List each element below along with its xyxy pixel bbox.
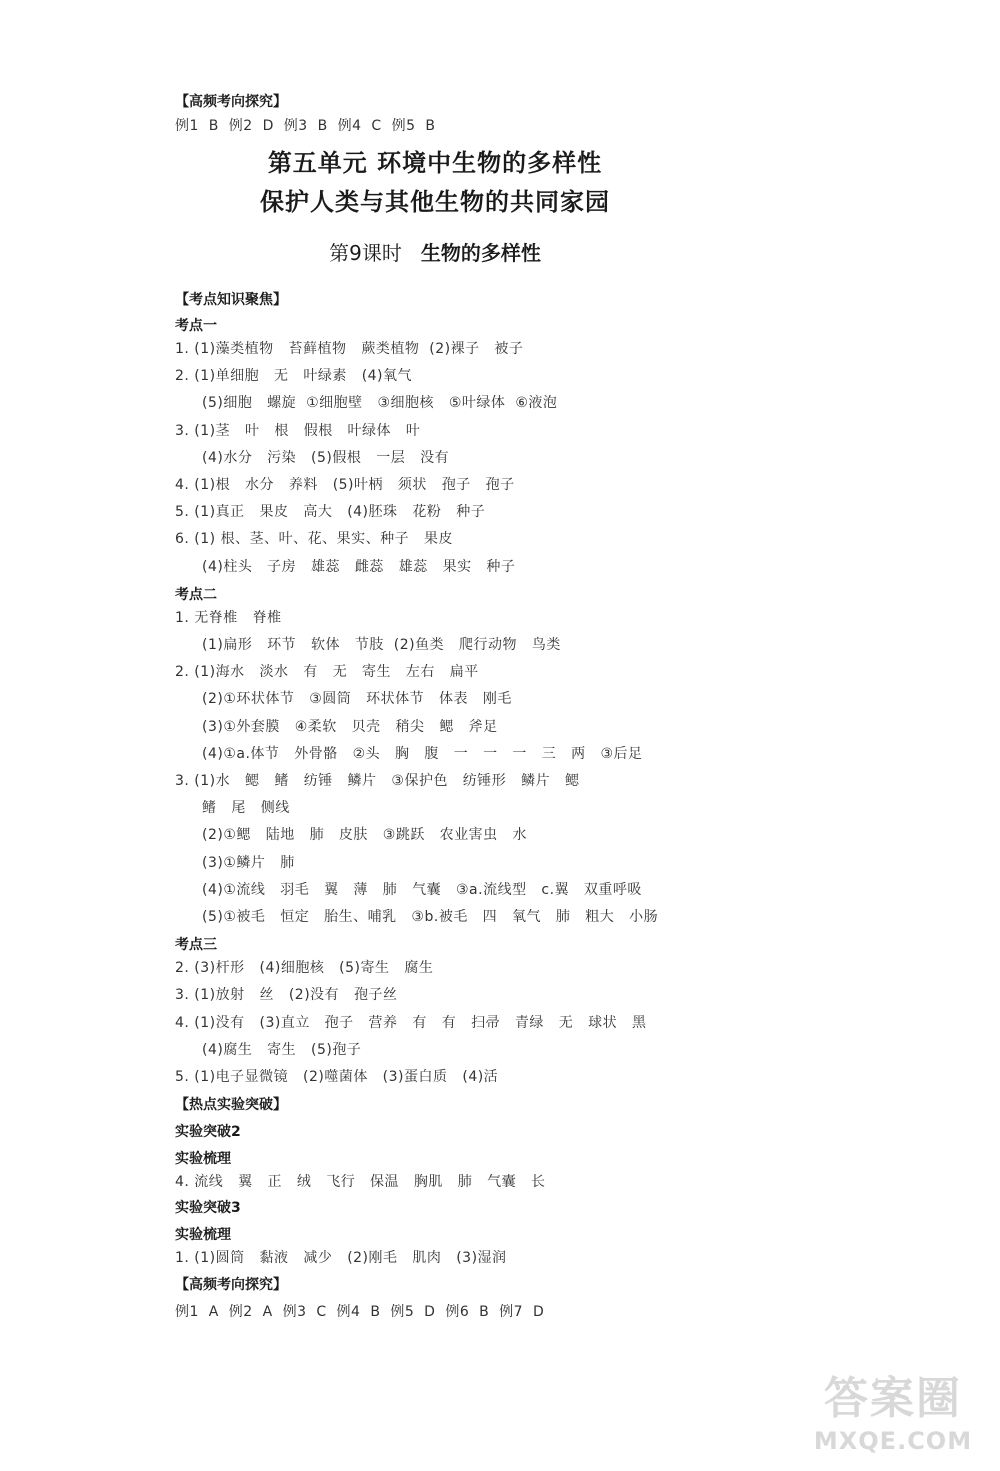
answer-line: 2. (1)单细胞 无 叶绿素 (4)氧气 <box>175 368 413 385</box>
lesson-number: 第9课时 <box>329 241 402 265</box>
watermark-logo: 答案圈 <box>824 1373 962 1424</box>
answer-line: 2. (3)杆形 (4)细胞核 (5)寄生 腐生 <box>175 960 434 977</box>
bottom-answers-line: 例1 A 例2 A 例3 C 例4 B 例5 D 例6 B 例7 D <box>175 1303 545 1320</box>
exp3-heading: 实验突破3 <box>175 1200 241 1217</box>
point2-heading: 考点二 <box>175 586 217 603</box>
answer-content <box>175 92 735 1329</box>
answer-line: (4)柱头 子房 雄蕊 雌蕊 雄蕊 果实 种子 <box>202 558 516 575</box>
unit-title-line2: 保护人类与其他生物的共同家园 <box>260 188 610 216</box>
answer-line: (4)①流线 羽毛 翼 薄 肺 气囊 ③a.流线型 c.翼 双重呼吸 <box>202 881 642 898</box>
answer-line: (3)①鳞片 肺 <box>202 854 295 871</box>
top-answers-line: 例1 B 例2 D 例3 B 例4 C 例5 B <box>175 118 436 134</box>
answer-line: (2)①鳃 陆地 肺 皮肤 ③跳跃 农业害虫 水 <box>202 827 528 844</box>
answer-line: (4)腐生 寄生 (5)孢子 <box>202 1041 362 1058</box>
answer-line: (4)水分 污染 (5)假根 一层 没有 <box>202 449 450 466</box>
site-watermark <box>808 1371 978 1461</box>
exp3-subheading: 实验梳理 <box>175 1227 231 1244</box>
answer-line: 5. (1)电子显微镜 (2)噬菌体 (3)蛋白质 (4)活 <box>175 1069 499 1086</box>
answer-line: (1)扁形 环节 软体 节肢 (2)鱼类 爬行动物 鸟类 <box>202 637 561 654</box>
answer-line: 2. (1)海水 淡水 有 无 寄生 左右 扁平 <box>175 664 479 681</box>
answer-line: 6. (1) 根、茎、叶、花、果实、种子 果皮 <box>175 531 453 548</box>
point3-heading: 考点三 <box>175 937 217 954</box>
bottom-section-heading: 【高频考向探究】 <box>175 1276 287 1293</box>
answer-line: (5)①被毛 恒定 胎生、哺乳 ③b.被毛 四 氧气 肺 粗大 小肠 <box>202 909 659 926</box>
answer-line: 1. (1)圆筒 黏液 减少 (2)刚毛 肌肉 (3)湿润 <box>175 1250 507 1267</box>
answer-line: 鳍 尾 侧线 <box>202 800 290 817</box>
answer-line: (4)①a.体节 外骨骼 ②头 胸 腹 一 一 一 三 两 ③后足 <box>202 745 643 762</box>
answer-line: 4. (1)根 水分 养料 (5)叶柄 须状 孢子 孢子 <box>175 477 515 494</box>
unit-title-line1: 第五单元 环境中生物的多样性 <box>267 149 603 177</box>
answer-line: 3. (1)水 鳃 鳍 纺锤 鳞片 ③保护色 纺锤形 鳞片 鳃 <box>175 773 580 790</box>
top-section-heading: 【高频考向探究】 <box>175 94 287 110</box>
point1-heading: 考点一 <box>175 318 217 334</box>
answer-line: 1. (1)藻类植物 苔藓植物 蕨类植物 (2)裸子 被子 <box>175 341 524 357</box>
answer-line: 5. (1)真正 果皮 高大 (4)胚珠 花粉 种子 <box>175 504 486 521</box>
answer-line: (5)细胞 螺旋 ①细胞壁 ③细胞核 ⑤叶绿体 ⑥液泡 <box>202 395 558 412</box>
knowledge-heading: 【考点知识聚焦】 <box>175 292 287 308</box>
answer-line: (3)①外套膜 ④柔软 贝壳 稍尖 鳃 斧足 <box>202 718 498 735</box>
answer-line: 4. 流线 翼 正 绒 飞行 保温 胸肌 肺 气囊 长 <box>175 1174 546 1191</box>
answer-line: 4. (1)没有 (3)直立 孢子 营养 有 有 扫帚 青绿 无 球状 黑 <box>175 1014 647 1031</box>
answer-line: 1. 无脊椎 脊椎 <box>175 609 282 626</box>
answer-line: 3. (1)茎 叶 根 假根 叶绿体 叶 <box>175 422 421 439</box>
lesson-name: 生物的多样性 <box>420 241 541 265</box>
exp2-heading: 实验突破2 <box>175 1124 241 1141</box>
answer-line: 3. (1)放射 丝 (2)没有 孢子丝 <box>175 987 398 1004</box>
exp2-subheading: 实验梳理 <box>175 1151 231 1168</box>
answer-line: (2)①环状体节 ③圆筒 环状体节 体表 刚毛 <box>202 691 512 708</box>
watermark-url: MXQE.COM <box>813 1427 973 1455</box>
lesson-title <box>135 238 735 268</box>
experiments-heading: 【热点实验突破】 <box>175 1097 287 1114</box>
